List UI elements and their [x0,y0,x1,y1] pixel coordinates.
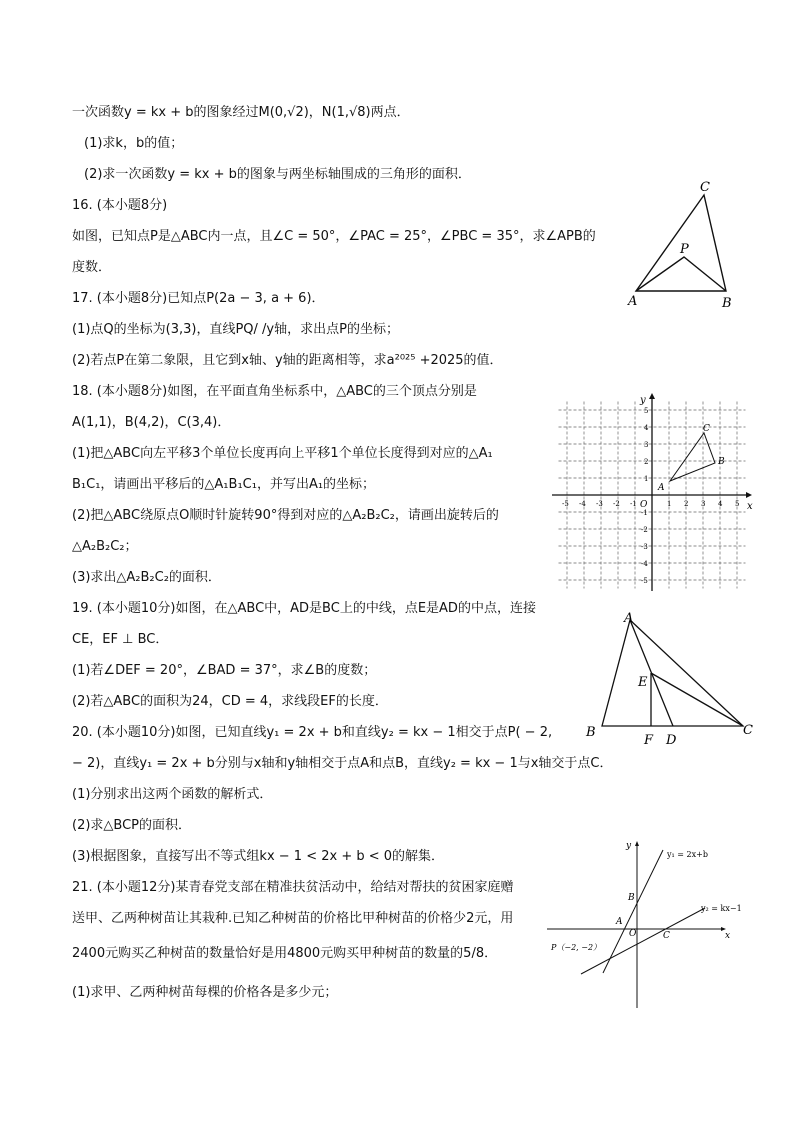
x-axis-label: x [747,501,753,512]
x-tick-label: -1 [630,500,637,508]
label-b: B [718,457,725,467]
q16-header: 16. (本小题8分) [72,198,168,213]
label-b: B [722,296,732,311]
q15-part1: (1)求k，b的值； [84,136,184,151]
y-tick-label: 5 [644,407,649,415]
segments-ap-pb [636,257,726,291]
label-e: E [638,675,648,690]
q21-stem-cont2: 2400元购买乙种树苗的数量恰好是用4800元购买甲种树苗的数量的5/8． [72,946,498,961]
origin-label: O [640,500,648,510]
q18-part2: (2)把△ABC绕原点O顺时针旋转90°得到对应的△A₂B₂C₂，请画出旋转后的 [72,508,499,523]
label-c: C [663,931,670,941]
label-a: A [628,294,638,309]
label-b: B [586,725,596,740]
label-a: A [624,611,634,626]
label-b: B [628,893,635,903]
q20-part3: (3)根据图象，直接写出不等式组kx − 1 < 2x + b < 0的解集． [72,849,445,864]
x-tick-label: 5 [735,500,740,508]
q19-stem-cont: CE，EF ⊥ BC． [72,632,169,647]
label-c: C [703,424,710,434]
q20-stem: 20. (本小题10分)如图，已知直线y₁ = 2x + b和直线y₂ = kx − 1相交于点P( − 2, [72,725,553,740]
triangle-abc [602,620,743,726]
q21-stem: 21. (本小题12分)某青春党支部在精准扶贫活动中，给结对帮扶的贫困家庭赠 [72,880,514,895]
x-tick-label: 2 [684,500,689,508]
q19-part2: (2)若△ABC的面积为24，CD = 4，求线段EF的长度． [72,694,388,709]
x-tick-label: 1 [667,500,672,508]
q16-figure [620,175,750,315]
segment-ce [651,673,743,726]
label-c: C [700,180,710,195]
q19-stem: 19. (本小题10分)如图，在△ABC中，AD是BC上的中线，点E是AD的中点，连接 [72,601,536,616]
line-y2 [581,908,705,974]
q18-stem: 18. (本小题8分)如图，在平面直角坐标系中，△ABC的三个顶点分别是 [72,384,477,399]
label-f: F [644,733,654,748]
y-tick-label: 2 [644,458,649,466]
q21-stem-cont: 送甲、乙两种树苗让其栽种.已知乙种树苗的价格比甲种树苗的价格少2元，用 [72,911,514,926]
y-tick-label: -5 [641,577,648,585]
q20-part2: (2)求△BCP的面积． [72,818,192,833]
y-axis-arrow [635,841,639,846]
q19-part1: (1)若∠DEF = 20°，∠BAD = 37°，求∠B的度数； [72,663,377,678]
tick-labels [562,407,739,585]
q17-part2: (2)若点P在第二象限，且它到x轴、y轴的距离相等，求a²⁰²⁵ +2025的值． [72,353,503,368]
q16-stem: 如图，已知点P是△ABC内一点，且∠C = 50°，∠PAC = 25°，∠PBC = 35°，求∠APB的 [72,229,596,244]
q17-stem: 17. (本小题8分)已知点P(2a − 3, a + 6)． [72,291,325,306]
y-tick-label: 3 [644,441,649,449]
label-a: A [616,917,623,927]
x-axis-arrow [746,492,752,498]
q20-part1: (1)分别求出这两个函数的解析式． [72,787,273,802]
q18-part2-cont: △A₂B₂C₂； [72,539,138,554]
q18-part1: (1)把△ABC向左平移3个单位长度再向上平移1个单位长度得到对应的△A₁ [72,446,493,461]
x-tick-label: 3 [701,500,706,508]
y-axis-label: y [640,395,646,406]
y-axis-label: y [626,841,632,851]
label-a: A [658,483,665,493]
x-tick-label: -4 [579,500,586,508]
y-tick-label: 4 [644,424,649,432]
point-p-label: P（−2, −2） [551,943,602,952]
q16-stem-cont: 度数． [72,260,112,275]
line-y2-label: y₂ = kx−1 [701,904,742,913]
x-tick-label: -5 [562,500,569,508]
line-y1 [603,850,663,973]
x-tick-label: 4 [718,500,723,508]
y-tick-label: -3 [641,543,648,551]
q15-part2: (2)求一次函数y = kx + b的图象与两坐标轴围成的三角形的面积． [84,167,471,182]
label-c: C [743,723,753,738]
origin-label: O [629,929,637,939]
q20-figure [545,838,755,1013]
q19-figure [580,608,760,748]
x-tick-label: -3 [596,500,603,508]
q18-part3: (3)求出△A₂B₂C₂的面积． [72,570,221,585]
label-d: D [666,733,677,748]
line-y1-label: y₁ = 2x+b [667,850,708,859]
triangle-abc [670,433,715,481]
q18-part1-cont: B₁C₁，请画出平移后的△A₁B₁C₁，并写出A₁的坐标； [72,477,376,492]
y-tick-label: 1 [644,475,649,483]
q18-points: A(1,1)，B(4,2)，C(3,4)． [72,415,231,430]
q15-stem: 一次函数y = kx + b的图象经过M(0,√2)，N(1,√8)两点． [72,105,410,120]
x-tick-label: -2 [613,500,620,508]
q17-part1: (1)点Q的坐标为(3,3)，直线PQ/ /y轴，求出点P的坐标； [72,322,399,337]
label-p: P [680,242,689,257]
y-tick-label: -2 [641,526,648,534]
y-tick-label: -4 [641,560,648,568]
q20-stem-cont: − 2)，直线y₁ = 2x + b分别与x轴和y轴相交于点A和点B，直线y₂ = kx − 1与x轴交于点C． [72,756,613,771]
y-tick-label: -1 [641,509,648,517]
q21-part1: (1)求甲、乙两种树苗每棵的价格各是多少元； [72,985,338,1000]
x-axis-label: x [725,931,731,941]
q18-grid-figure [550,393,760,593]
y-axis-arrow [649,393,655,399]
